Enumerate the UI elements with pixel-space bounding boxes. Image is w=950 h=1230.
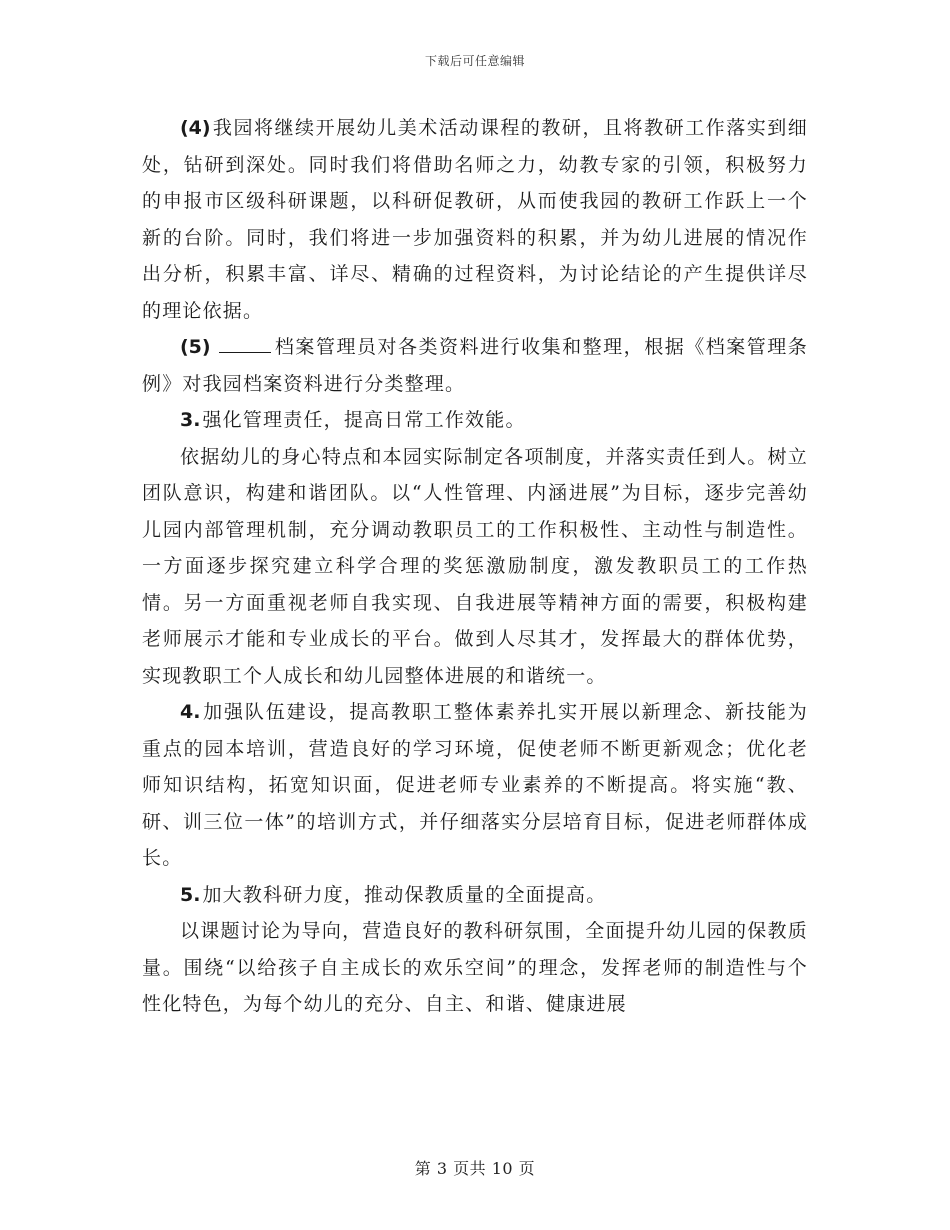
paragraph-text: 加强队伍建设，提高教职工整体素养扎实开展以新理念、新技能为重点的园本培训，营造良好的学习环境，促使老师不断更新观念；优化老师知识结构，拓宽知识面，促进老师专业素养的不断提高。将实施“教、研、训三位一体”的培训方式，并仔细落实分层培育目标，促进老师群体成长。 xyxy=(142,701,808,869)
page-footer: 第 3 页共 10 页 xyxy=(414,1159,536,1178)
section-number: 3. xyxy=(180,409,201,431)
paragraph-text: 依据幼儿的身心特点和本园实际制定各项制度，并落实责任到人。树立团队意识，构建和谐团队。以“人性管理、内涵进展”为目标，逐步完善幼儿园内部管理机制，充分调动教职员工的工作积极性、主动性与制造性。一方面逐步探究建立科学合理的奖惩激励制度，激发教职员工的工作热情。另一方面重视老师自我实现、自我进展等精神方面的需要，积极构建老师展示才能和专业成长的平台。做到人尽其才，发挥最大的群体优势，实现教职工个人成长和幼儿园整体进展的和谐统一。 xyxy=(142,445,808,687)
paragraph-research xyxy=(142,913,808,1023)
paragraph-text: 档案管理员对各类资料进行收集和整理，根据《档案管理条例》对我园档案资料进行分类整理。 xyxy=(142,336,808,395)
paragraph-management xyxy=(142,439,808,695)
section-title: 加大教科研力度，推动保教质量的全面提高。 xyxy=(202,883,607,906)
paragraph-text: 以课题讨论为导向，营造良好的教科研氛围，全面提升幼儿园的保教质量。围绕“以给孩子自主成长的欢乐空间”的理念，发挥老师的制造性与个性化特色，为每个幼儿的充分、自主、和谐、健康进展 xyxy=(142,920,808,1015)
fill-in-blank xyxy=(219,334,271,353)
section-heading-4 xyxy=(142,694,808,877)
section-heading-3 xyxy=(142,402,808,439)
paragraph-item-4 xyxy=(142,110,808,329)
section-number: 4. xyxy=(180,701,201,723)
paragraph-text: 我园将继续开展幼儿美术活动课程的教研，且将教研工作落实到细处，钻研到深处。同时我们将借助名师之力，幼教专家的引领，积极努力的申报市区级科研课题，以科研促教研，从而使我园的教研工作跃上一个新的台阶。同时，我们将进一步加强资料的积累，并为幼儿进展的情况作出分析，积累丰富、详尽、精确的过程资料，为讨论结论的产生提供详尽的理论依据。 xyxy=(142,117,808,322)
section-title: 强化管理责任，提高日常工作效能。 xyxy=(202,409,526,431)
item-number: (4) xyxy=(180,117,211,139)
section-heading-5 xyxy=(142,877,808,914)
page-header: 下载后可任意编辑 xyxy=(424,54,525,68)
section-number: 5. xyxy=(180,883,201,906)
item-number: (5) xyxy=(180,336,211,358)
document-body xyxy=(142,110,808,1023)
paragraph-item-5 xyxy=(142,329,808,402)
